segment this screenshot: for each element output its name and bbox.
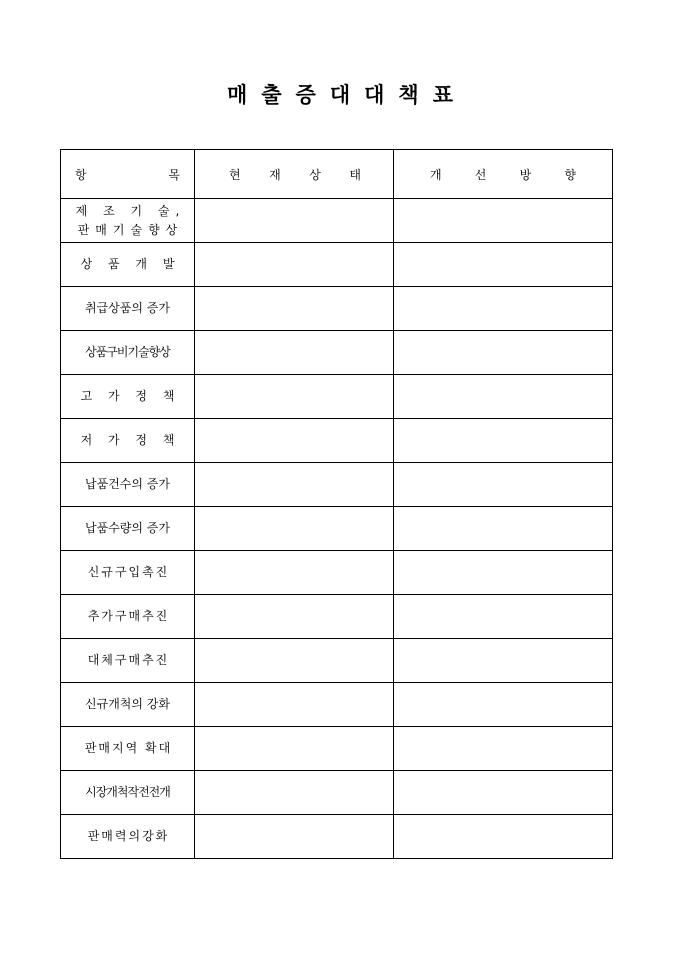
- row-improvement-cell[interactable]: [394, 639, 613, 683]
- row-current-status-cell[interactable]: [195, 243, 394, 287]
- row-improvement-cell[interactable]: [394, 727, 613, 771]
- row-current-status-cell[interactable]: [195, 639, 394, 683]
- header-item-char: 항: [75, 167, 87, 182]
- header-current-status-char: 재: [269, 167, 281, 182]
- row-current-status-cell[interactable]: [195, 419, 394, 463]
- row-item-label: 저 가 정 책: [80, 433, 181, 447]
- sales-plan-table: [60, 149, 613, 859]
- row-item-label: 추가구매추진: [87, 609, 170, 623]
- row-item-cell: [61, 199, 195, 243]
- row-item-label: 고 가 정 책: [80, 389, 181, 403]
- header-current-status-char: 상: [309, 167, 321, 182]
- row-item-cell: [61, 727, 195, 771]
- row-improvement-cell[interactable]: [394, 507, 613, 551]
- row-improvement-cell[interactable]: [394, 683, 613, 727]
- row-item-cell: [61, 551, 195, 595]
- row-current-status-cell[interactable]: [195, 551, 394, 595]
- row-current-status-cell[interactable]: [195, 683, 394, 727]
- table-row: [61, 419, 613, 463]
- row-improvement-cell[interactable]: [394, 419, 613, 463]
- table-row: [61, 199, 613, 243]
- table-row: [61, 595, 613, 639]
- row-item-cell: [61, 243, 195, 287]
- row-item-label: 판매력의강화: [87, 829, 170, 843]
- row-item-cell: [61, 683, 195, 727]
- row-improvement-cell[interactable]: [394, 815, 613, 859]
- header-improvement-direction-char: 향: [564, 167, 576, 182]
- row-item-label: 취급상품의 증가: [85, 301, 170, 315]
- row-current-status-cell[interactable]: [195, 771, 394, 815]
- row-item-label: 대체구매추진: [87, 653, 170, 667]
- header-improvement-direction: [394, 150, 613, 199]
- row-item-cell: [61, 287, 195, 331]
- row-improvement-cell[interactable]: [394, 243, 613, 287]
- row-item-cell: [61, 419, 195, 463]
- row-improvement-cell[interactable]: [394, 199, 613, 243]
- table-row: [61, 815, 613, 859]
- row-current-status-cell[interactable]: [195, 507, 394, 551]
- table-row: [61, 507, 613, 551]
- row-item-cell: [61, 595, 195, 639]
- row-item-label: 납품수량의 증가: [85, 521, 170, 535]
- row-improvement-cell[interactable]: [394, 375, 613, 419]
- row-item-label: 시장개척작전전개: [85, 785, 170, 799]
- row-current-status-cell[interactable]: [195, 815, 394, 859]
- row-current-status-cell[interactable]: [195, 463, 394, 507]
- table-row: [61, 287, 613, 331]
- row-item-label: 상품구비기술향상: [85, 345, 170, 359]
- table-row: [61, 683, 613, 727]
- row-item-label: 제 조 기 술, 판매기술향상: [75, 203, 186, 237]
- table-row: [61, 771, 613, 815]
- row-current-status-cell[interactable]: [195, 727, 394, 771]
- row-item-cell: [61, 331, 195, 375]
- header-improvement-direction-char: 방: [519, 167, 532, 182]
- page-title: 매출증대대책표: [226, 82, 467, 107]
- table-row: [61, 639, 613, 683]
- row-item-label: 판매지역 확대: [84, 741, 173, 755]
- row-current-status-cell[interactable]: [195, 199, 394, 243]
- table-row: [61, 727, 613, 771]
- table-row: [61, 551, 613, 595]
- row-item-label: 신규구입촉진: [87, 565, 170, 579]
- row-item-cell: [61, 815, 195, 859]
- header-improvement-direction-char: 개: [430, 167, 442, 182]
- row-item-cell: [61, 771, 195, 815]
- header-item: [61, 150, 195, 199]
- row-item-cell: [61, 463, 195, 507]
- table-row: [61, 243, 613, 287]
- row-improvement-cell[interactable]: [394, 287, 613, 331]
- row-current-status-cell[interactable]: [195, 331, 394, 375]
- header-current-status-char: 현: [229, 167, 241, 182]
- row-improvement-cell[interactable]: [394, 595, 613, 639]
- row-improvement-cell[interactable]: [394, 331, 613, 375]
- row-item-label: 납품건수의 증가: [85, 477, 170, 491]
- row-current-status-cell[interactable]: [195, 287, 394, 331]
- row-current-status-cell[interactable]: [195, 375, 394, 419]
- table-row: [61, 375, 613, 419]
- header-current-status: [195, 150, 394, 199]
- table-header-row: [61, 150, 613, 199]
- row-improvement-cell[interactable]: [394, 463, 613, 507]
- row-item-cell: [61, 639, 195, 683]
- row-item-cell: [61, 507, 195, 551]
- row-improvement-cell[interactable]: [394, 771, 613, 815]
- header-current-status-char: 태: [349, 167, 361, 182]
- row-item-cell: [61, 375, 195, 419]
- row-item-label: 신규개척의 강화: [85, 697, 170, 711]
- header-improvement-direction-char: 선: [474, 167, 487, 182]
- table-row: [61, 463, 613, 507]
- row-current-status-cell[interactable]: [195, 595, 394, 639]
- header-item-char: 목: [168, 167, 180, 182]
- table-row: [61, 331, 613, 375]
- row-improvement-cell[interactable]: [394, 551, 613, 595]
- row-item-label: 상 품 개 발: [80, 257, 181, 271]
